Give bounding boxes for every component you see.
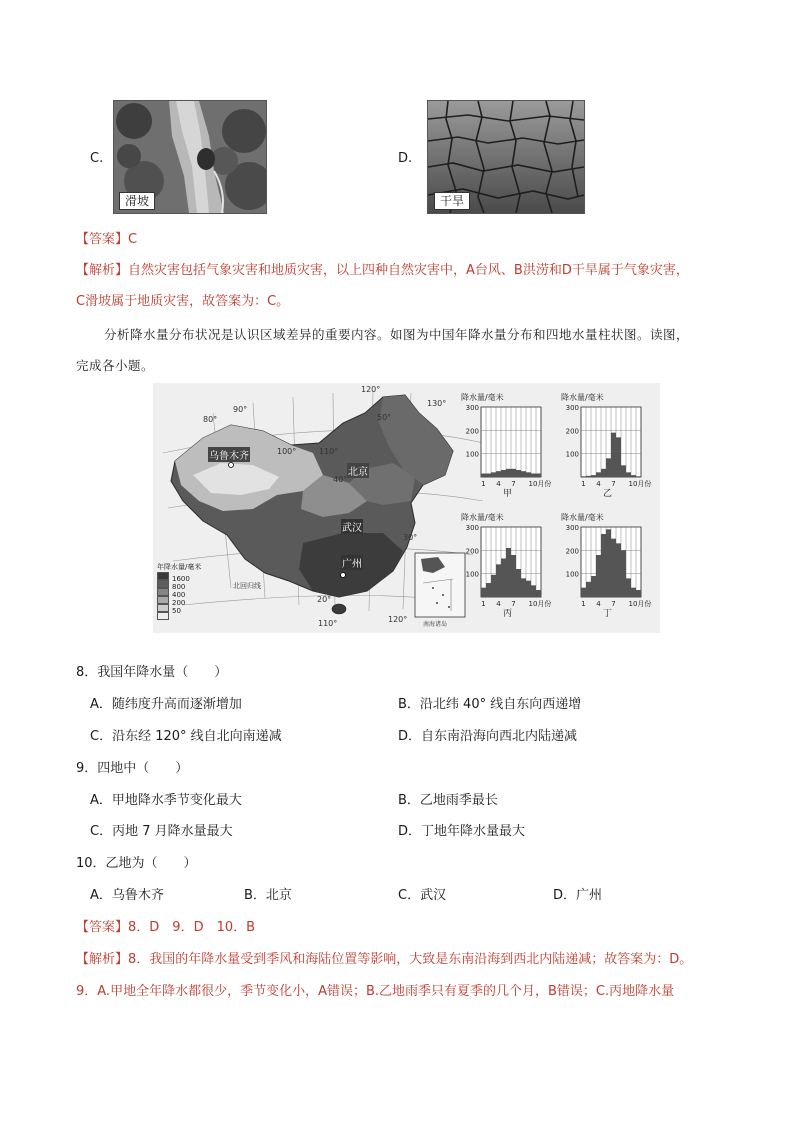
legend-swatch <box>157 596 169 604</box>
bar-chart-2 <box>461 512 551 619</box>
chart-bar <box>506 548 511 597</box>
chart-ytick: 200 <box>465 547 479 556</box>
chart-bar <box>591 475 596 477</box>
chart-bar <box>606 529 611 597</box>
chart-bar <box>601 534 606 597</box>
chart-bar <box>481 474 486 478</box>
bar-chart-1 <box>561 392 651 499</box>
chart-xtick: 1 <box>481 480 486 488</box>
landslide-photo <box>113 100 267 214</box>
legend-value: 50 <box>172 607 181 615</box>
inset-label: 南海诸岛 <box>423 621 448 628</box>
legend-value: 1600 <box>172 575 190 583</box>
chart-xtick: 4 <box>496 480 501 488</box>
chart-bar <box>506 469 511 477</box>
chart-bar <box>526 472 531 477</box>
lon-label: 120° <box>388 615 408 624</box>
lon-label: 80° <box>203 415 218 424</box>
lon-label: 110° <box>318 619 338 628</box>
q8-option-b: B．沿北纬 40° 线自东向西递增 <box>398 697 582 712</box>
legend-swatch <box>157 588 169 596</box>
legend-swatch <box>157 604 169 612</box>
analysis-label: 【解析】 <box>76 263 129 278</box>
legend-swatch <box>157 572 169 580</box>
chart-bar <box>606 458 611 477</box>
q9-stem: 9．四地中（ ） <box>76 761 189 776</box>
chart-ylabel: 降水量/毫米 <box>561 513 604 522</box>
chart-bar <box>536 474 541 478</box>
chart-xtick: 10月份 <box>528 480 552 488</box>
q9-option-b: B．乙地雨季最长 <box>398 793 498 808</box>
chart-ytick: 200 <box>565 427 579 436</box>
chart-bar <box>526 581 531 597</box>
chart-bar <box>631 588 636 597</box>
drought-tag: 干旱 <box>434 192 470 210</box>
chart-bar <box>616 543 621 597</box>
chart-bar <box>636 590 641 597</box>
chart-xtick: 10月份 <box>628 600 652 608</box>
analysis-1-line-1 <box>76 263 689 279</box>
bar-chart-3 <box>561 512 651 619</box>
answer-value: C <box>128 232 138 247</box>
chart-ytick: 300 <box>465 524 479 532</box>
chart-xtick: 10月份 <box>628 480 652 488</box>
chart-bar <box>486 474 491 478</box>
intro-line-1: 分析降水量分布状况是认识区域差异的重要内容。如图为中国年降水量分布和四地水量柱状图。读图， <box>104 327 690 342</box>
chart-xtick: 4 <box>496 600 501 608</box>
chart-ylabel: 降水量/毫米 <box>461 393 504 402</box>
legend-title: 年降水量/毫米 <box>157 563 202 571</box>
chart-xtick: 1 <box>581 480 586 488</box>
analysis-label: 【解析】 <box>76 952 129 967</box>
q8-option-d: D．自东南沿海向西北内陆递减 <box>398 729 578 744</box>
city-wuhan: 武汉 <box>341 519 363 534</box>
option-c-label: C. <box>90 151 104 166</box>
q10-stem: 10．乙地为（ ） <box>76 856 197 871</box>
legend-value: 200 <box>172 599 186 607</box>
chart-ytick: 200 <box>565 547 579 556</box>
chart-xtick: 7 <box>611 480 616 488</box>
chart-xtick: 7 <box>511 480 516 488</box>
answer-value: 8．D 9．D 10．B <box>128 920 256 935</box>
chart-bar <box>481 588 486 597</box>
lon-label: 100° <box>277 447 297 456</box>
answer-1 <box>76 232 137 248</box>
chart-title: 丙 <box>503 609 513 619</box>
chart-xtick: 4 <box>596 600 601 608</box>
chart-bar <box>496 471 501 477</box>
chart-bar <box>491 472 496 477</box>
chart-bar <box>626 472 631 477</box>
chart-ytick: 100 <box>565 450 579 459</box>
chart-ytick: 300 <box>465 404 479 412</box>
legend-swatch <box>157 612 169 620</box>
lat-label: 30° <box>403 533 418 542</box>
option-d-label: D. <box>398 151 413 166</box>
chart-xtick: 7 <box>611 600 616 608</box>
chart-ylabel: 降水量/毫米 <box>461 513 504 522</box>
chart-xtick: 1 <box>581 600 586 608</box>
chart-bar <box>521 578 526 597</box>
legend-value: 800 <box>172 583 186 591</box>
chart-bar <box>591 576 596 597</box>
landslide-tag: 滑坡 <box>119 192 155 210</box>
chart-title: 甲 <box>503 489 513 499</box>
precipitation-bar-charts <box>459 391 659 631</box>
chart-bar <box>586 476 591 477</box>
q10-option-c: C．武汉 <box>398 888 447 903</box>
chart-bar <box>616 437 621 477</box>
chart-xtick: 4 <box>596 480 601 488</box>
chart-bar <box>496 564 501 597</box>
lat-label: 20° <box>317 595 332 604</box>
chart-bar <box>511 555 516 597</box>
chart-bar <box>581 476 586 477</box>
lon-label: 90° <box>233 405 248 414</box>
lat-label: 50° <box>377 413 392 422</box>
chart-ytick: 100 <box>465 570 479 579</box>
chart-bar <box>486 583 491 597</box>
chart-bar <box>621 550 626 597</box>
lon-label: 120° <box>361 385 381 394</box>
q9-option-d: D．丁地年降水量最大 <box>398 824 526 839</box>
chart-bar <box>611 433 616 477</box>
lon-label: 130° <box>427 399 447 408</box>
chart-bar <box>531 474 536 478</box>
chart-ylabel: 降水量/毫米 <box>561 393 604 402</box>
precipitation-figure <box>153 383 660 633</box>
chart-bar <box>491 575 496 597</box>
q10-option-b: B．北京 <box>244 888 292 903</box>
answer-label: 【答案】 <box>76 232 129 247</box>
chart-bar <box>536 590 541 597</box>
chart-bar <box>596 472 601 477</box>
tropic-label: 北回归线 <box>233 582 261 590</box>
chart-bar <box>516 569 521 597</box>
lon-label: 110° <box>319 447 339 456</box>
chart-bar <box>521 471 526 477</box>
chart-bar <box>586 582 591 597</box>
chart-title: 乙 <box>603 489 613 499</box>
chart-ytick: 300 <box>565 404 579 412</box>
bar-chart-0 <box>461 392 551 499</box>
answer-label: 【答案】 <box>76 920 129 935</box>
chart-ytick: 100 <box>565 570 579 579</box>
chart-bar <box>531 585 536 597</box>
intro-line-2: 完成各小题。 <box>76 358 155 373</box>
drought-photo <box>427 100 585 214</box>
answer-2 <box>76 920 255 936</box>
chart-bar <box>601 469 606 477</box>
chart-ytick: 200 <box>465 427 479 436</box>
city-urumqi: 乌鲁木齐 <box>208 447 250 462</box>
chart-bar <box>621 465 626 477</box>
legend-swatch <box>157 580 169 588</box>
chart-bar <box>636 476 641 477</box>
q10-option-d: D．广州 <box>553 888 603 903</box>
chart-bar <box>596 555 601 597</box>
chart-bar <box>501 470 506 477</box>
legend-value: 400 <box>172 591 186 599</box>
analysis-text: 8．我国的年降水量受到季风和海陆位置等影响，大致是东南沿海到西北内陆递减；故答案为：D。 <box>128 952 693 967</box>
chart-ytick: 300 <box>565 524 579 532</box>
q10-option-a: A．乌鲁木齐 <box>90 888 164 903</box>
chart-bar <box>516 470 521 477</box>
chart-ytick: 100 <box>465 450 479 459</box>
chart-bar <box>631 475 636 477</box>
chart-xtick: 10月份 <box>528 600 552 608</box>
chart-bar <box>611 539 616 597</box>
map-legend <box>157 563 203 615</box>
lat-label: 40° <box>333 475 348 484</box>
q8-option-a: A．随纬度升高而逐渐增加 <box>90 697 242 712</box>
chart-bar <box>501 559 506 598</box>
q9-option-c: C．丙地 7 月降水量最大 <box>90 824 233 839</box>
city-beijing: 北京 <box>347 463 369 478</box>
chart-bar <box>626 578 631 597</box>
chart-xtick: 7 <box>511 600 516 608</box>
city-guangzhou: 广州 <box>341 555 363 570</box>
analysis-2-line-2: 9．A.甲地全年降水都很少，季节变化小，A错误；B.乙地雨季只有夏季的几个月，B错误；C.丙地降水量 <box>76 984 675 999</box>
analysis-2-line-1 <box>76 952 692 968</box>
chart-title: 丁 <box>603 609 613 619</box>
chart-bar <box>511 469 516 477</box>
analysis-1-line-2: C滑坡属于地质灾害，故答案为：C。 <box>76 294 290 309</box>
chart-bar <box>581 588 586 597</box>
chart-xtick: 1 <box>481 600 486 608</box>
q8-option-c: C．沿东经 120° 线自北向南递减 <box>90 729 282 744</box>
q8-stem: 8．我国年降水量（ ） <box>76 665 228 680</box>
analysis-text: 自然灾害包括气象灾害和地质灾害，以上四种自然灾害中，A台风、B洪涝和D干旱属于气象灾害， <box>128 263 689 278</box>
q9-option-a: A．甲地降水季节变化最大 <box>90 793 242 808</box>
